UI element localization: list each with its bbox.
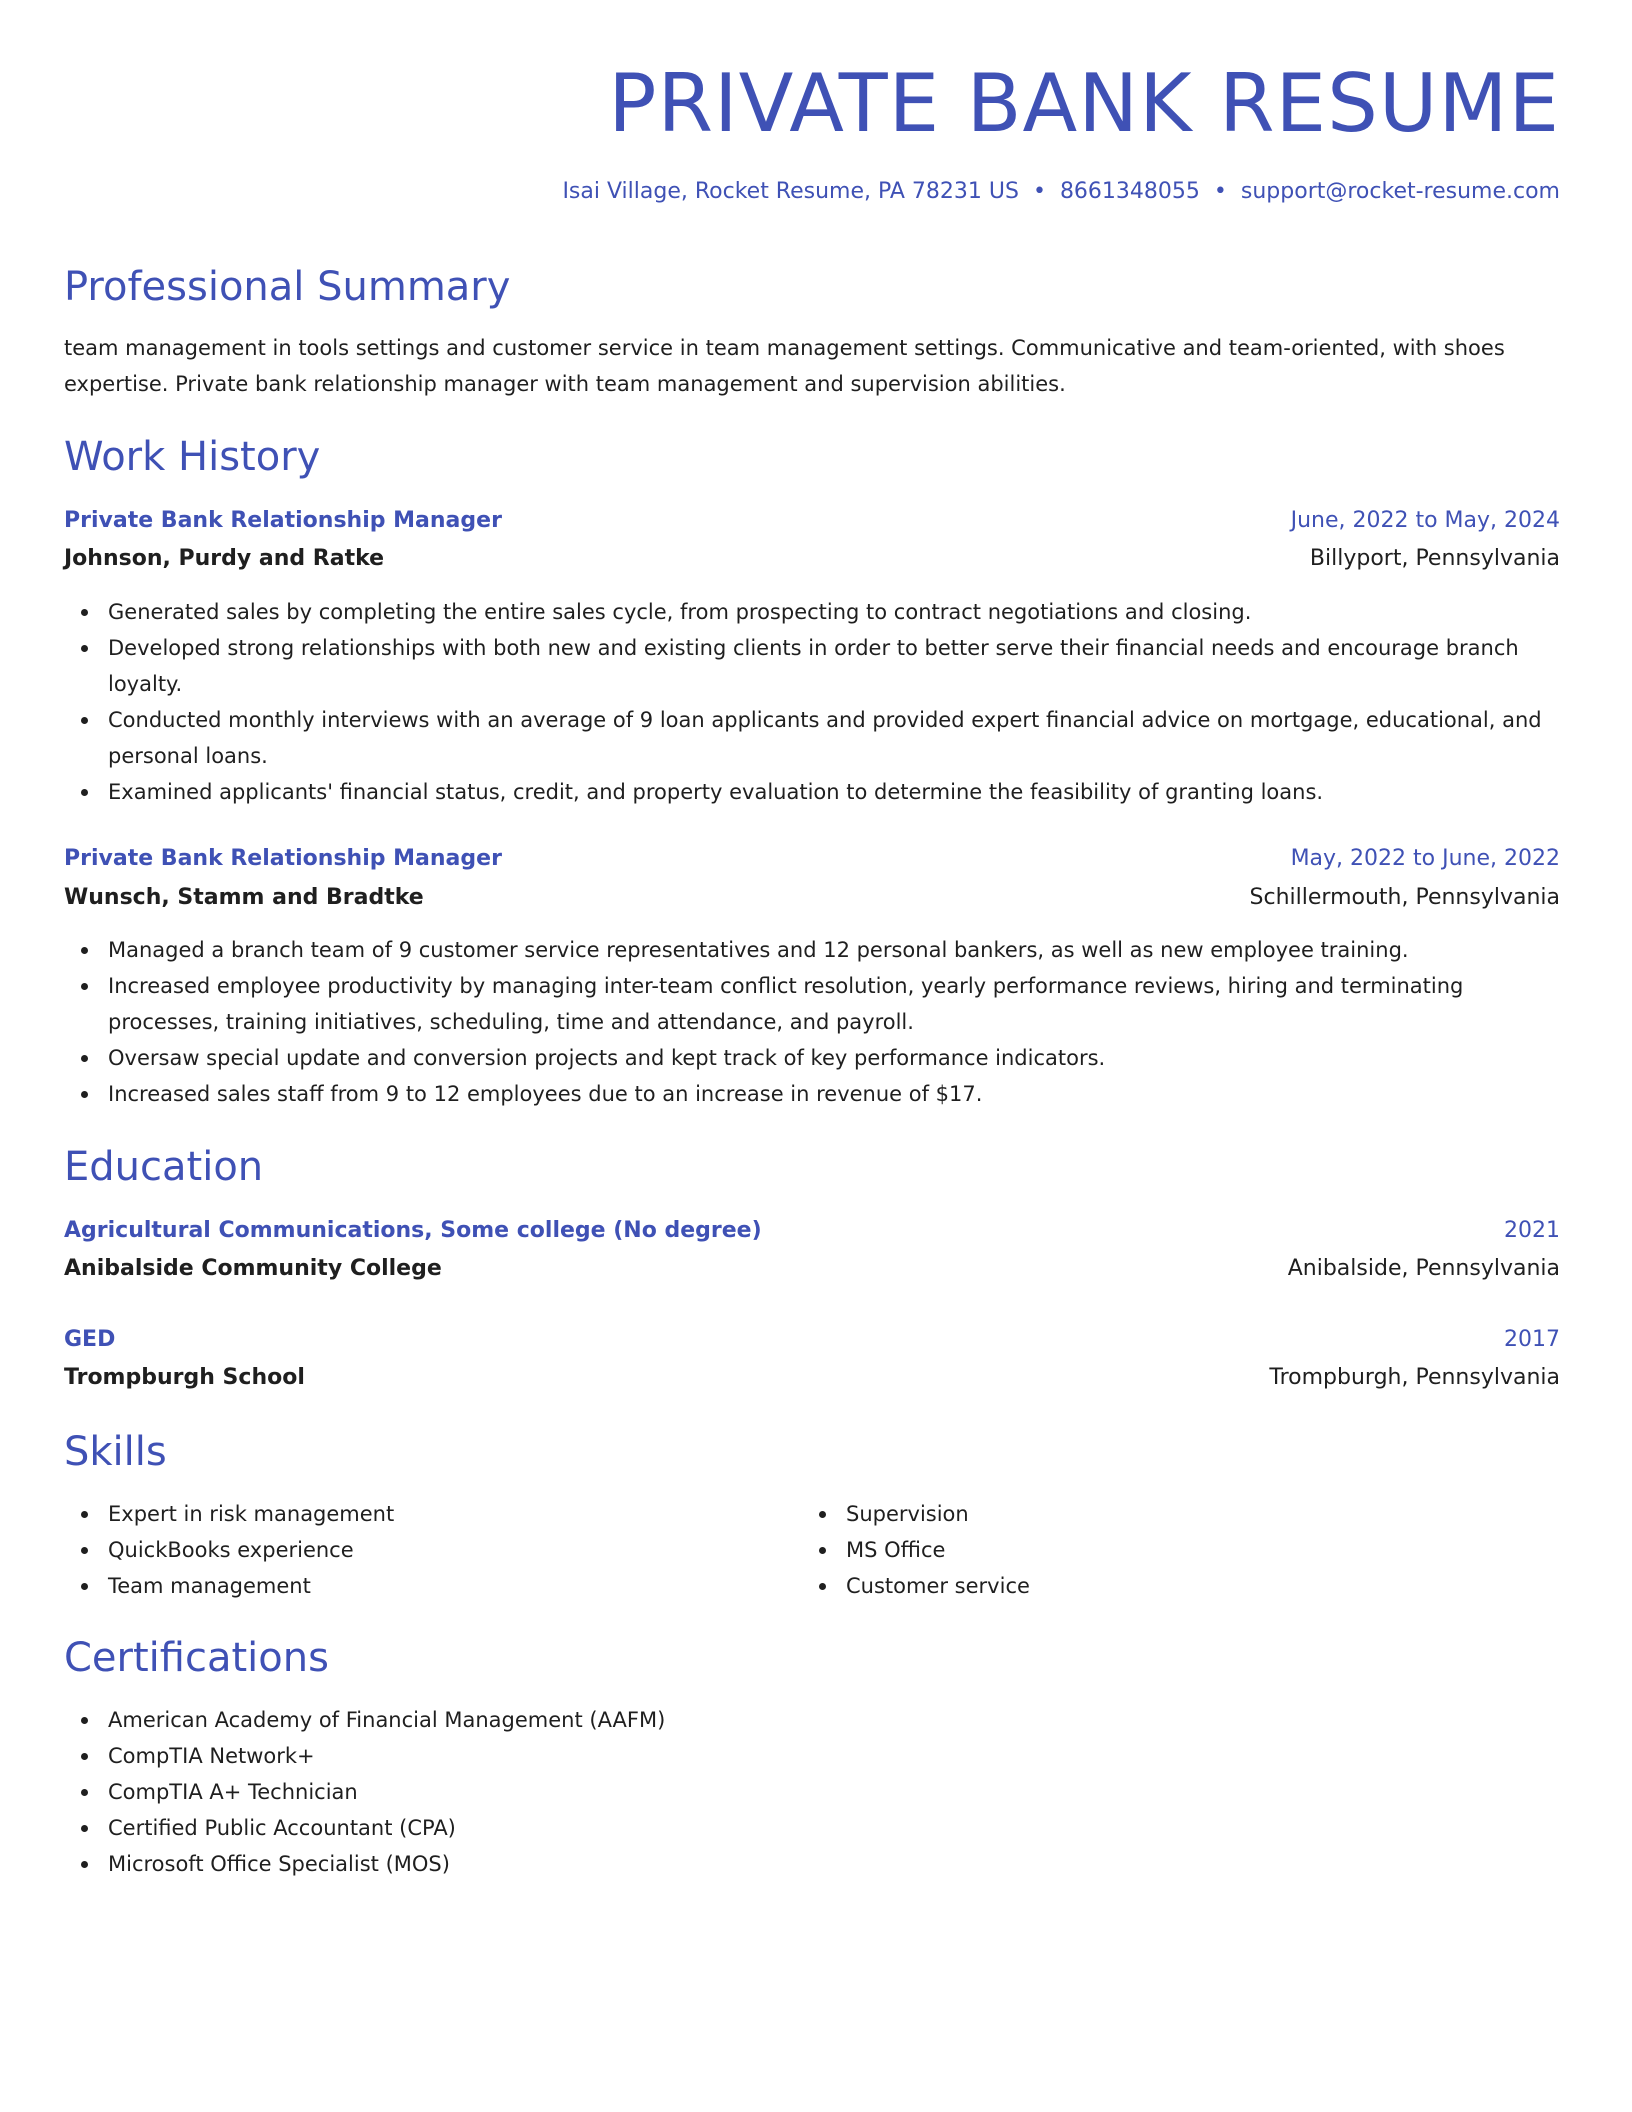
certification-item: Microsoft Office Specialist (MOS) — [108, 1846, 1560, 1882]
education-school-row — [64, 1250, 1560, 1286]
education-degree: GED — [64, 1326, 116, 1352]
list-item: Developed strong relationships with both new and existing clients in order to better serve their financial needs and encourage branch loyalty. — [108, 630, 1560, 702]
education-header-row — [64, 1321, 1560, 1357]
list-item: Increased sales staff from 9 to 12 employees due to an increase in revenue of $17. — [108, 1076, 1560, 1112]
job-title: Private Bank Relationship Manager — [64, 507, 502, 533]
summary-text: team management in tools settings and customer service in team management settings. Communicative and team-oriented, with shoes expertise. Private bank relationship manager with team management and supervision abilities. — [64, 336, 1505, 396]
job-dates: June, 2022 to May, 2024 — [1290, 507, 1560, 533]
list-item: Oversaw special update and conversion projects and kept track of key performance indicators. — [108, 1040, 1560, 1076]
list-item: Managed a branch team of 9 customer service representatives and 12 personal bankers, as well as new employee training. — [108, 932, 1560, 968]
skills-list-left — [64, 1496, 764, 1604]
certification-item: CompTIA Network+ — [108, 1738, 1560, 1774]
education-year: 2021 — [1504, 1217, 1560, 1243]
list-item: Increased employee productivity by managing inter-team conflict resolution, yearly performance reviews, hiring and terminating processes, training initiatives, scheduling, time and attendance, and payroll. — [108, 968, 1560, 1040]
education-school: Anibalside Community College — [64, 1255, 442, 1281]
job-header-row — [64, 502, 1560, 538]
certifications-list — [64, 1702, 1560, 1882]
resume-page — [64, 0, 1560, 1876]
certification-item: CompTIA A+ Technician — [108, 1774, 1560, 1810]
skill-item: Supervision — [846, 1496, 1502, 1532]
skills-heading: Skills — [64, 1429, 167, 1475]
skill-item: Customer service — [846, 1568, 1502, 1604]
skills-list-right — [802, 1496, 1502, 1604]
education-header-row — [64, 1212, 1560, 1248]
education-heading: Education — [64, 1144, 264, 1190]
job-location: Billyport, Pennsylvania — [1309, 545, 1560, 571]
skill-item: QuickBooks experience — [108, 1532, 764, 1568]
skill-item: Team management — [108, 1568, 764, 1604]
job-title: Private Bank Relationship Manager — [64, 845, 502, 871]
list-item: Generated sales by completing the entire sales cycle, from prospecting to contract negotiations and closing. — [108, 594, 1560, 630]
certifications-heading: Certifications — [64, 1635, 329, 1681]
certification-item: Certified Public Accountant (CPA) — [108, 1810, 1560, 1846]
job-company: Wunsch, Stamm and Bradtke — [64, 884, 424, 910]
certification-item: American Academy of Financial Management (AAFM) — [108, 1702, 1560, 1738]
education-school: Trompburgh School — [64, 1364, 305, 1390]
job-org-row — [64, 879, 1560, 915]
education-degree: Agricultural Communications, Some college (No degree) — [64, 1217, 762, 1243]
job-header-row — [64, 840, 1560, 876]
job-bullets — [64, 594, 1560, 810]
job-bullets — [64, 932, 1560, 1112]
skill-item: Expert in risk management — [108, 1496, 764, 1532]
contact-separator: • — [1213, 179, 1227, 204]
contact-phone: 8661348055 — [1059, 179, 1200, 204]
contact-address: Isai Village, Rocket Resume, PA 78231 US — [562, 179, 1019, 204]
education-location: Anibalside, Pennsylvania — [1287, 1255, 1560, 1281]
resume-title: PRIVATE BANK RESUME — [608, 57, 1560, 150]
education-year: 2017 — [1504, 1326, 1560, 1352]
skill-item: MS Office — [846, 1532, 1502, 1568]
job-dates: May, 2022 to June, 2022 — [1290, 845, 1560, 871]
list-item: Conducted monthly interviews with an average of 9 loan applicants and provided expert financial advice on mortgage, educational, and personal loans. — [108, 702, 1560, 774]
contact-separator: • — [1032, 179, 1046, 204]
contact-email[interactable]: support@rocket-resume.com — [1240, 179, 1560, 204]
contact-line — [562, 177, 1560, 207]
education-school-row — [64, 1359, 1560, 1395]
job-org-row — [64, 540, 1560, 576]
education-location: Trompburgh, Pennsylvania — [1269, 1364, 1560, 1390]
list-item: Examined applicants' financial status, credit, and property evaluation to determine the feasibility of granting loans. — [108, 774, 1560, 810]
summary-heading: Professional Summary — [64, 264, 511, 310]
job-company: Johnson, Purdy and Ratke — [64, 545, 385, 571]
work-history-heading: Work History — [64, 434, 321, 480]
job-location: Schillermouth, Pennsylvania — [1249, 884, 1560, 910]
